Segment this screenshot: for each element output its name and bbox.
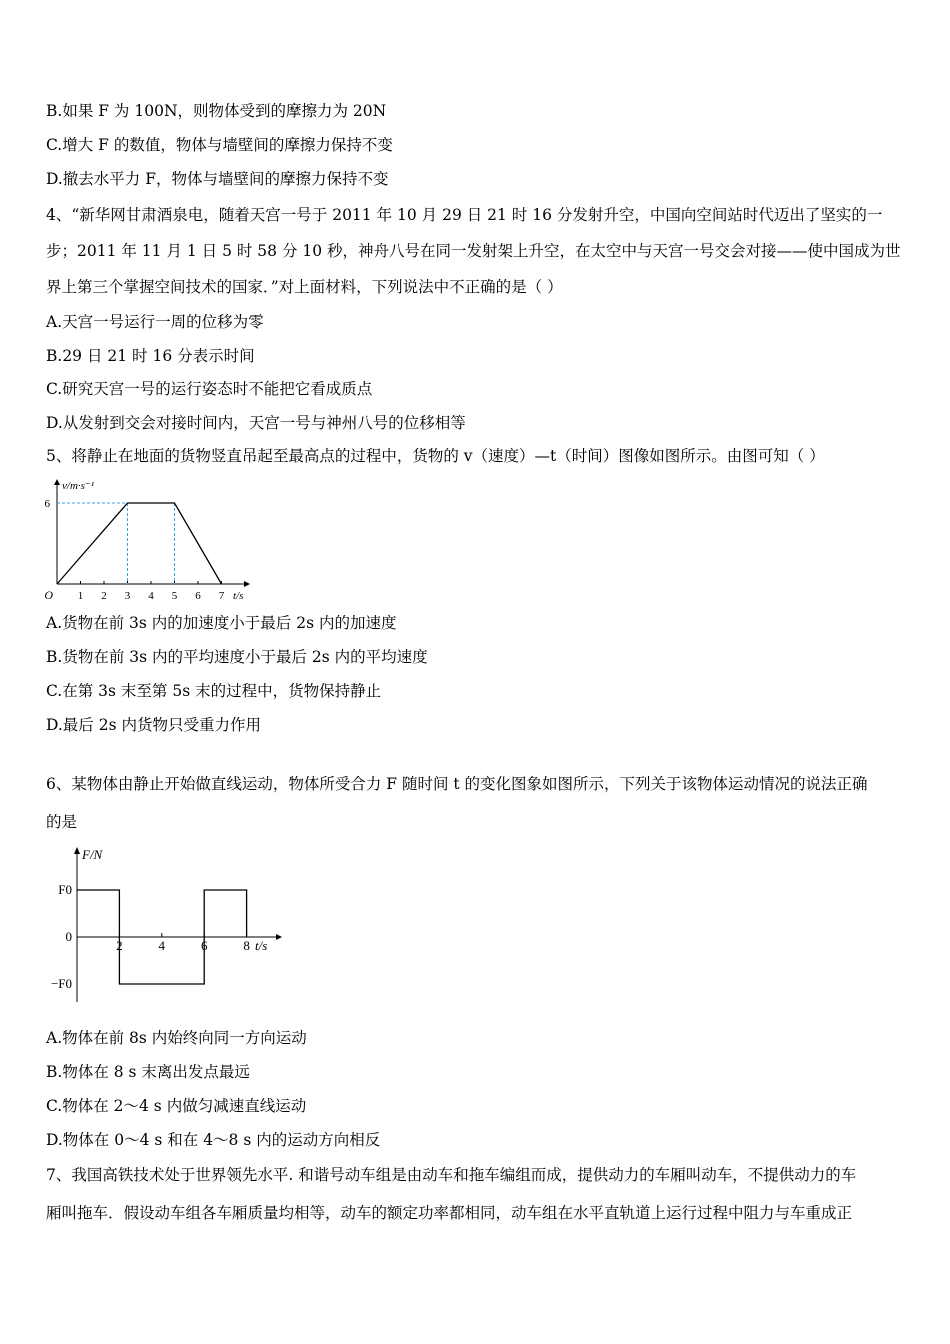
ft-t-tick-label: 2 <box>116 938 123 953</box>
vt-x-tick-label: 4 <box>148 590 154 602</box>
q5-option-c: C.在第 3s 末至第 5s 末的过程中，货物保持静止 <box>46 682 382 700</box>
q6-stem-line-2: 的是 <box>46 813 78 831</box>
q7-stem-line-1: 7、我国高铁技术处于世界领先水平. 和谐号动车组是由动车和拖车编组而成，提供动力的车厢叫动车，不提供动力的车 <box>46 1166 857 1184</box>
q4-option-d: D.从发射到交会对接时间内，天宫一号与神州八号的位移相等 <box>46 414 466 432</box>
ft-t-tick-label: 4 <box>158 938 166 953</box>
q5-stem: 5、将静止在地面的货物竖直吊起至最高点的过程中，货物的 v（速度）—t（时间）图像如图所示。由图可知（ ） <box>46 447 825 465</box>
vt-x-tick-label: 5 <box>171 590 178 602</box>
vt-series <box>57 503 222 584</box>
q7-stem-line-2: 厢叫拖车．假设动车组各车厢质量均相等，动车的额定功率都相同，动车组在水平直轨道上运行过程中阻力与车重成正 <box>46 1204 853 1222</box>
vt-x-tick-label: 6 <box>195 590 201 602</box>
ft-t-tick-label: 6 <box>200 938 208 953</box>
q6-option-b: B.物体在 8 s 末离出发点最远 <box>46 1063 250 1081</box>
force-time-graph <box>44 840 289 1010</box>
q4-stem-line-2: 步；2011 年 11 月 1 日 5 时 58 分 10 秒，神舟八号在同一发射架上升空，在太空中与天宫一号交会对接——使中国成为世 <box>46 242 901 260</box>
q6-option-c: C.物体在 2～4 s 内做匀减速直线运动 <box>46 1097 307 1115</box>
q5-option-a: A.货物在前 3s 内的加速度小于最后 2s 内的加速度 <box>46 614 397 632</box>
q4-option-a: A.天宫一号运行一周的位移为零 <box>46 313 264 331</box>
vt-x-tick-label: 7 <box>218 590 225 602</box>
vt-y-axis-label: v/m·s⁻¹ <box>62 480 95 492</box>
q3-option-c: C.增大 F 的数值，物体与墙壁间的摩擦力保持不变 <box>46 136 393 154</box>
ft-f-axis-label: F/N <box>82 847 103 862</box>
q6-option-a: A.物体在前 8s 内始终向同一方向运动 <box>46 1029 307 1047</box>
vt-x-tick-label: 3 <box>124 590 131 602</box>
q3-option-b: B.如果 F 为 100N，则物体受到的摩擦力为 20N <box>46 102 387 120</box>
q6-option-d: D.物体在 0～4 s 和在 4～8 s 内的运动方向相反 <box>46 1131 381 1149</box>
q4-option-c: C.研究天宫一号的运行姿态时不能把它看成质点 <box>46 380 373 398</box>
vt-x-tick-label: 1 <box>77 590 84 602</box>
ft-t-axis-label: t/s <box>255 938 268 953</box>
vt-y-tick-label: 6 <box>44 498 50 510</box>
ft-f-tick-label: −F0 <box>50 976 72 991</box>
ft-t-arrow <box>276 934 282 940</box>
q5-option-b: B.货物在前 3s 内的平均速度小于最后 2s 内的平均速度 <box>46 648 428 666</box>
q6-stem-line-1: 6、某物体由静止开始做直线运动，物体所受合力 F 随时间 t 的变化图象如图所示，下列关于该物体运动情况的说法正确 <box>46 775 868 793</box>
velocity-time-graph <box>44 475 254 605</box>
vt-axes <box>54 479 250 587</box>
q4-option-b: B.29 日 21 时 16 分表示时间 <box>46 347 255 365</box>
vt-origin-label: O <box>44 588 53 602</box>
ft-axes <box>74 847 282 1002</box>
q4-stem-line-3: 界上第三个掌握空间技术的国家．”对上面材料，下列说法中不正确的是（ ） <box>46 278 563 296</box>
vt-x-tick-label: 2 <box>101 590 107 602</box>
vt-dashed-guides <box>57 503 175 584</box>
vt-y-arrow <box>54 479 60 485</box>
q3-option-d: D.撤去水平力 F，物体与墙壁间的摩擦力保持不变 <box>46 170 389 188</box>
ft-labels <box>51 847 267 991</box>
q4-stem-line-1: 4、“新华网甘肃酒泉电，随着天宫一号于 2011 年 10 月 29 日 21 时 16 分发射升空，中国向空间站时代迈出了坚实的一 <box>46 206 883 224</box>
ft-t-tick-label: 8 <box>243 938 250 953</box>
ft-f-arrow <box>74 847 80 854</box>
ft-f-tick-label: F0 <box>58 882 72 897</box>
vt-x-axis-label: t/s <box>233 590 244 602</box>
vt-series-line <box>57 503 222 584</box>
ft-f-tick-label: 0 <box>65 929 72 944</box>
vt-x-arrow <box>244 581 250 587</box>
q5-option-d: D.最后 2s 内货物只受重力作用 <box>46 716 261 734</box>
